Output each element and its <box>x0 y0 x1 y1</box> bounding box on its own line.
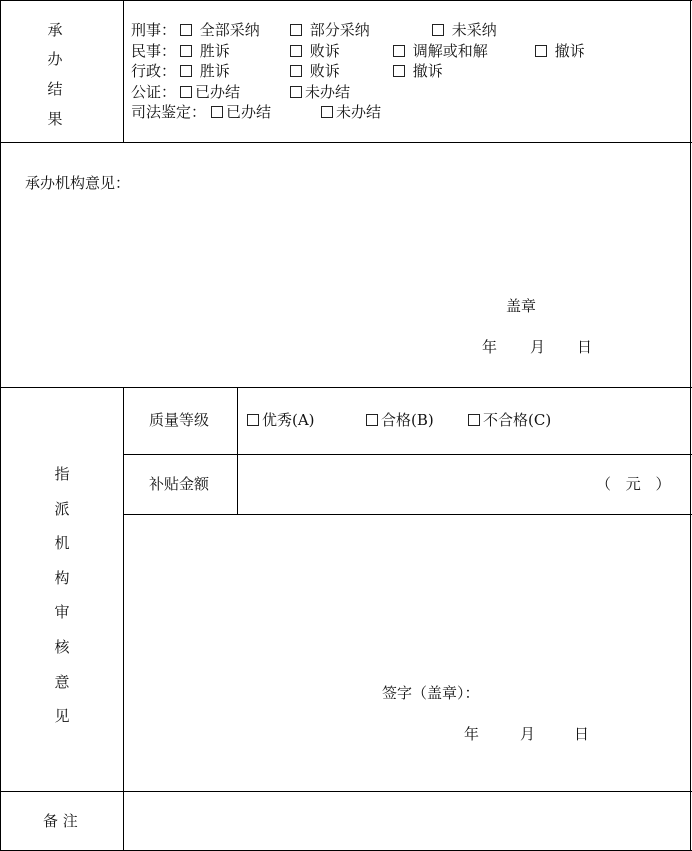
checkbox-icon[interactable] <box>393 45 405 57</box>
admin-label: 行政： <box>131 62 177 80</box>
top-border <box>0 0 692 1</box>
criminal-option-none[interactable]: 未采纳 <box>432 20 497 40</box>
criminal-option-all[interactable]: 全部采纳 <box>180 20 260 40</box>
remarks-label: 备 注 <box>43 812 78 830</box>
subsidy-label: 补贴金额 <box>149 475 210 493</box>
checkbox-icon[interactable] <box>321 106 333 118</box>
civil-option-mediation[interactable]: 调解或和解 <box>393 41 488 61</box>
checkbox-icon[interactable] <box>180 45 192 57</box>
review-heading-char: 见 <box>54 707 70 725</box>
remarks-field[interactable] <box>126 795 686 847</box>
label-value-divider <box>237 387 238 515</box>
review-heading-char: 机 <box>54 534 70 552</box>
review-heading-char: 意 <box>54 673 70 691</box>
civil-option-win[interactable]: 胜诉 <box>180 41 230 61</box>
review-sign-label: 签字（盖章）： <box>382 684 480 702</box>
quality-label: 质量等级 <box>149 411 210 429</box>
review-bottom-border <box>0 791 692 792</box>
agency-date-month: 月 <box>530 338 546 356</box>
checkbox-icon[interactable] <box>468 414 480 426</box>
review-date-day: 日 <box>574 725 590 743</box>
result-divider <box>123 0 124 143</box>
agency-date-year: 年 <box>482 338 498 356</box>
review-divider <box>123 387 124 851</box>
checkbox-icon[interactable] <box>211 106 223 118</box>
notary-label: 公证： <box>131 83 177 101</box>
criminal-label: 刑事： <box>131 21 177 39</box>
checkbox-icon[interactable] <box>247 414 259 426</box>
checkbox-icon[interactable] <box>180 65 192 77</box>
criminal-option-partial[interactable]: 部分采纳 <box>290 20 370 40</box>
civil-option-lose[interactable]: 败诉 <box>290 41 340 61</box>
review-heading-char: 派 <box>54 500 70 518</box>
checkbox-icon[interactable] <box>180 24 192 36</box>
result-heading-char: 办 <box>47 50 63 68</box>
quality-option-pass[interactable]: 合格(B) <box>366 410 434 430</box>
checkbox-icon[interactable] <box>180 86 192 98</box>
subsidy-amount-field[interactable] <box>240 458 580 510</box>
checkbox-icon[interactable] <box>535 45 547 57</box>
review-opinion-field[interactable] <box>126 520 686 670</box>
subsidy-bottom-border <box>123 514 692 515</box>
quality-bottom-border <box>123 454 692 455</box>
admin-option-win[interactable]: 胜诉 <box>180 61 230 81</box>
civil-label: 民事： <box>131 42 177 60</box>
civil-option-withdraw[interactable]: 撤诉 <box>535 41 585 61</box>
right-border <box>690 0 691 851</box>
checkbox-icon[interactable] <box>432 24 444 36</box>
review-heading-char: 审 <box>54 603 70 621</box>
review-date-month: 月 <box>520 725 536 743</box>
notary-option-pending[interactable]: 未办结 <box>290 82 350 102</box>
checkbox-icon[interactable] <box>290 24 302 36</box>
left-border <box>0 0 1 851</box>
checkbox-icon[interactable] <box>393 65 405 77</box>
result-bottom-border <box>0 142 692 143</box>
review-heading-char: 构 <box>54 569 70 587</box>
checkbox-icon[interactable] <box>290 65 302 77</box>
review-date-year: 年 <box>464 725 480 743</box>
agency-seal-label: 盖章 <box>506 297 537 315</box>
forensic-option-pending[interactable]: 未办结 <box>321 102 381 122</box>
result-heading-char: 果 <box>47 110 63 128</box>
agency-opinion-label: 承办机构意见： <box>25 174 131 192</box>
checkbox-icon[interactable] <box>290 45 302 57</box>
opinion-bottom-border <box>0 387 692 388</box>
agency-opinion-field[interactable] <box>24 198 664 288</box>
subsidy-unit: （ 元 ） <box>596 475 671 493</box>
result-heading-char: 结 <box>47 80 63 98</box>
review-heading-char: 指 <box>54 465 70 483</box>
checkbox-icon[interactable] <box>290 86 302 98</box>
forensic-option-done[interactable]: 已办结 <box>211 102 271 122</box>
admin-option-lose[interactable]: 败诉 <box>290 61 340 81</box>
result-heading-char: 承 <box>47 21 63 39</box>
quality-option-excellent[interactable]: 优秀(A) <box>247 410 315 430</box>
checkbox-icon[interactable] <box>366 414 378 426</box>
agency-date-day: 日 <box>577 338 593 356</box>
review-heading-char: 核 <box>54 638 70 656</box>
notary-option-done[interactable]: 已办结 <box>180 82 240 102</box>
quality-option-fail[interactable]: 不合格(C) <box>468 410 551 430</box>
admin-option-withdraw[interactable]: 撤诉 <box>393 61 443 81</box>
forensic-label: 司法鉴定： <box>131 103 207 121</box>
